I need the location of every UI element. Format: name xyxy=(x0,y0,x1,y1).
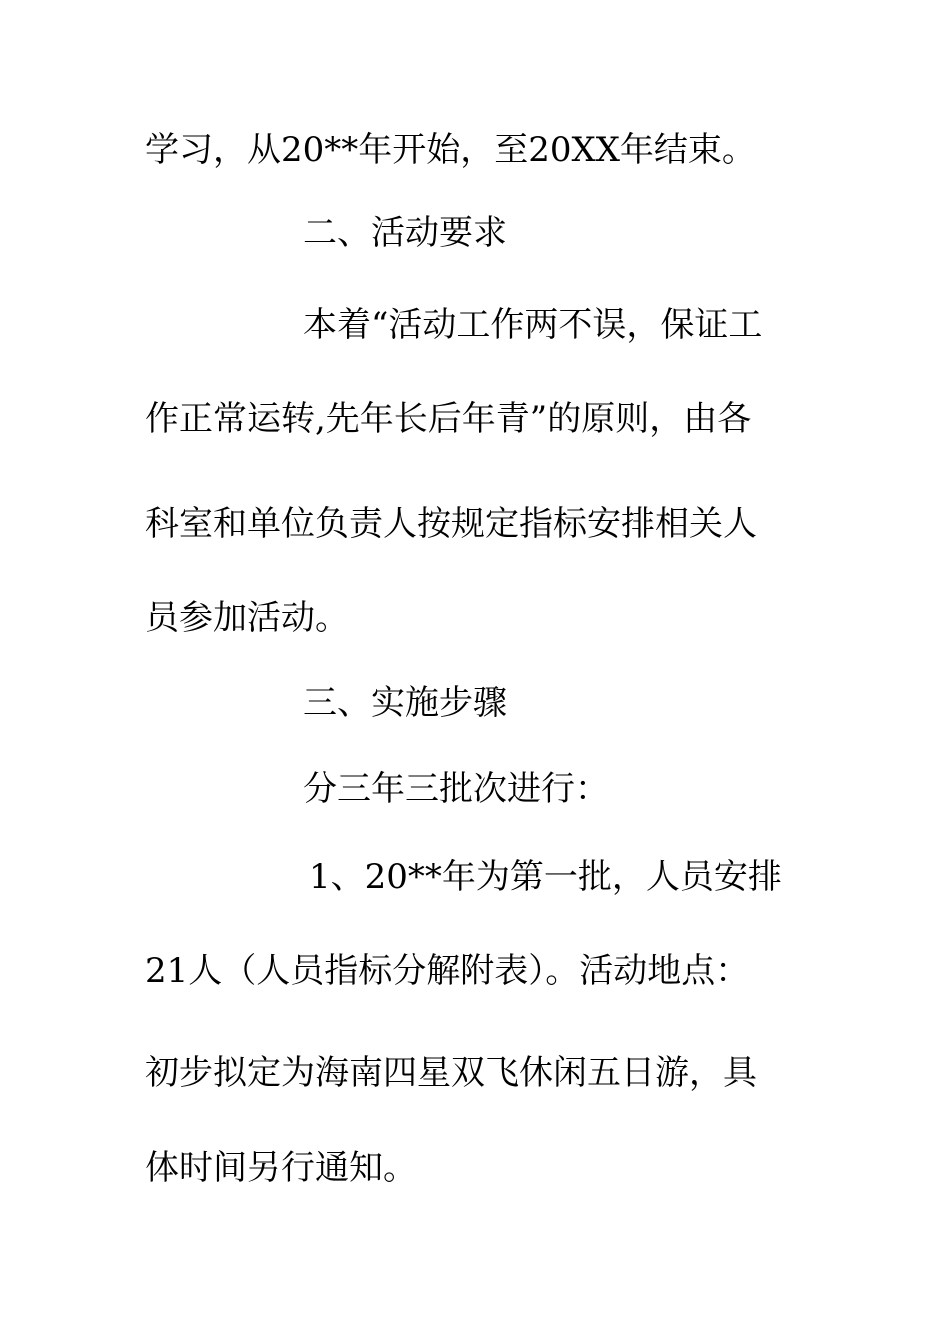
paragraph-line: 体时间另行通知。 xyxy=(145,1148,417,1188)
paragraph-line: 本着“活动工作两不误，保证工 xyxy=(303,305,763,345)
paragraph-line: 初步拟定为海南四星双飞休闲五日游，具 xyxy=(145,1053,757,1093)
paragraph-line: 分三年三批次进行： xyxy=(303,769,609,809)
paragraph-line: 科室和单位负责人按规定指标安排相关人 xyxy=(145,504,757,544)
section-heading: 三、实施步骤 xyxy=(303,683,507,723)
section-heading: 二、活动要求 xyxy=(303,213,507,253)
paragraph-line: 作正常运转,先年长后年青”的原则，由各 xyxy=(145,399,752,439)
body-text-line: 学习，从20**年开始，至20XX年结束。 xyxy=(145,130,756,170)
paragraph-line: 21人（人员指标分解附表）。活动地点： xyxy=(145,951,750,991)
paragraph-line: 1、20**年为第一批，人员安排 xyxy=(309,857,782,897)
paragraph-line: 员参加活动。 xyxy=(145,598,349,638)
